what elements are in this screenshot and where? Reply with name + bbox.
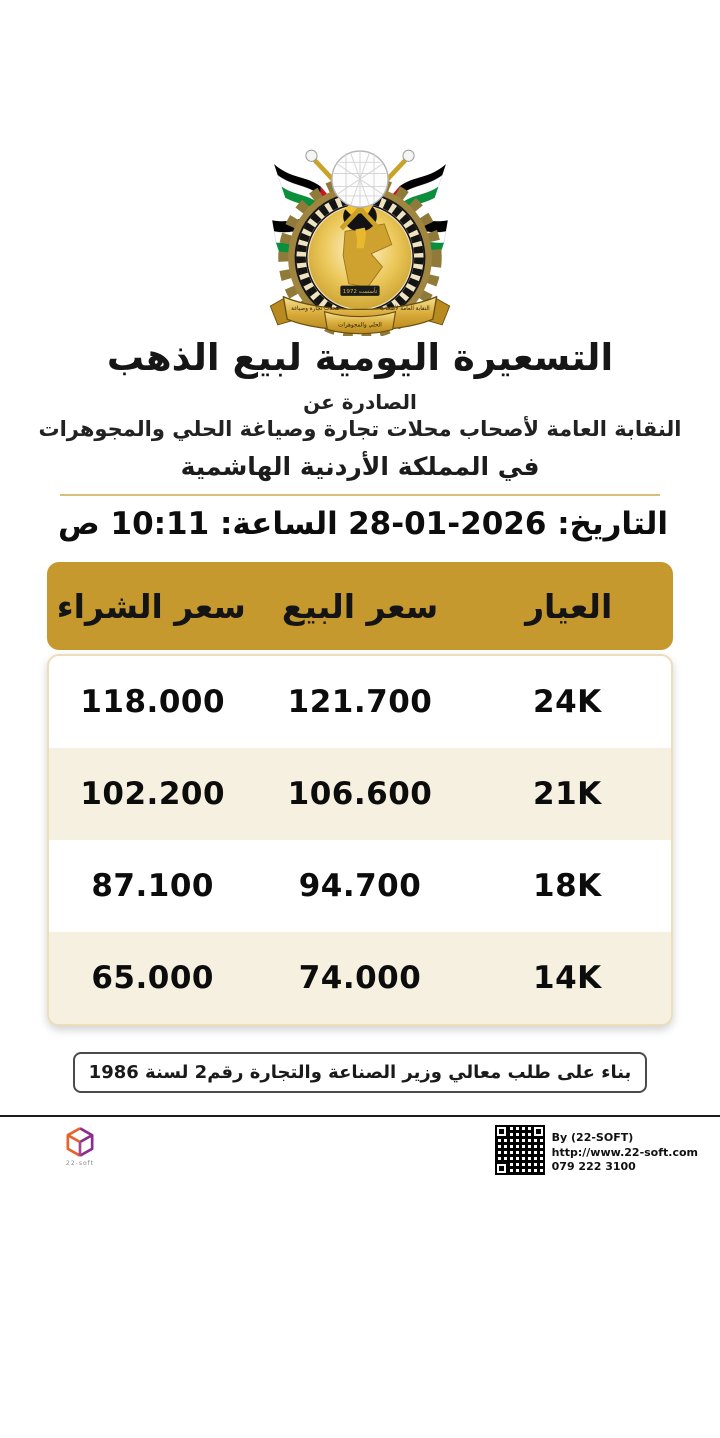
sell-price: 106.600: [287, 776, 433, 813]
globe-icon: [332, 151, 388, 207]
karat-value: 21K: [533, 776, 602, 813]
column-header-sell: سعر البيع: [281, 586, 439, 626]
ribbon-text-left: محلات تجارة وصياغة: [291, 305, 340, 312]
ribbon-text-right: النقابة العامة لأصحاب: [379, 305, 430, 312]
table-body: [47, 654, 673, 1026]
sell-price: 94.700: [298, 868, 422, 905]
footer: [0, 1115, 720, 1175]
buy-price: 118.000: [80, 684, 226, 721]
time-value: 10:11 ص: [58, 506, 210, 543]
buy-price: 65.000: [91, 960, 214, 997]
datetime-row: [0, 506, 720, 542]
gold-price-bulletin: [0, 138, 720, 1438]
sell-price: 74.000: [298, 960, 422, 997]
price-table: [47, 562, 673, 1026]
emblem-icon: [264, 138, 456, 336]
qr-code-icon: [495, 1125, 545, 1175]
vendor-logo: [58, 1125, 102, 1167]
karat-value: 14K: [533, 960, 602, 997]
sell-price: 121.700: [287, 684, 433, 721]
established-label: تأسست 1972: [342, 289, 378, 296]
column-header-buy: سعر الشراء: [56, 586, 246, 626]
buy-price: 87.100: [91, 868, 214, 905]
table-row: [49, 840, 671, 932]
table-header-row: [47, 562, 673, 650]
page-title: التسعيرة اليومية لبيع الذهب: [106, 336, 614, 379]
syndicate-name: النقابة العامة لأصحاب محلات تجارة وصياغة الحلي والمجوهرات: [38, 417, 682, 442]
table-row: [49, 932, 671, 1024]
issued-by-label: الصادرة عن: [303, 390, 417, 415]
column-header-karat: العيار: [525, 586, 613, 626]
table-row: [49, 656, 671, 748]
vendor-contact: [495, 1125, 698, 1175]
kingdom-name: في المملكة الأردنية الهاشمية: [180, 452, 540, 482]
karat-value: 18K: [533, 868, 602, 905]
buy-price: 102.200: [80, 776, 226, 813]
time-field: [58, 506, 338, 542]
date-label: التاريخ:: [557, 506, 668, 543]
syndicate-emblem-logo: [264, 138, 456, 336]
vendor-url: http://www.22-soft.com: [551, 1145, 698, 1159]
table-row: [49, 748, 671, 840]
vendor-by-line: By (22-SOFT): [551, 1131, 634, 1145]
date-field: [348, 506, 668, 542]
date-value: 28-01-2026: [348, 506, 547, 543]
karat-value: 24K: [533, 684, 602, 721]
time-label: الساعة:: [219, 506, 338, 543]
cube-logo-icon: [61, 1125, 99, 1159]
ribbon-text-center: الحلي والمجوهرات: [338, 322, 382, 329]
vendor-brand-label: 22-soft: [66, 1160, 94, 1168]
gold-divider: [60, 494, 660, 496]
vendor-info: [552, 1125, 698, 1174]
vendor-phone: 079 222 3100: [551, 1159, 636, 1173]
ministerial-note: بناء على طلب معالي وزير الصناعة والتجارة رقم2 لسنة 1986: [73, 1052, 648, 1093]
